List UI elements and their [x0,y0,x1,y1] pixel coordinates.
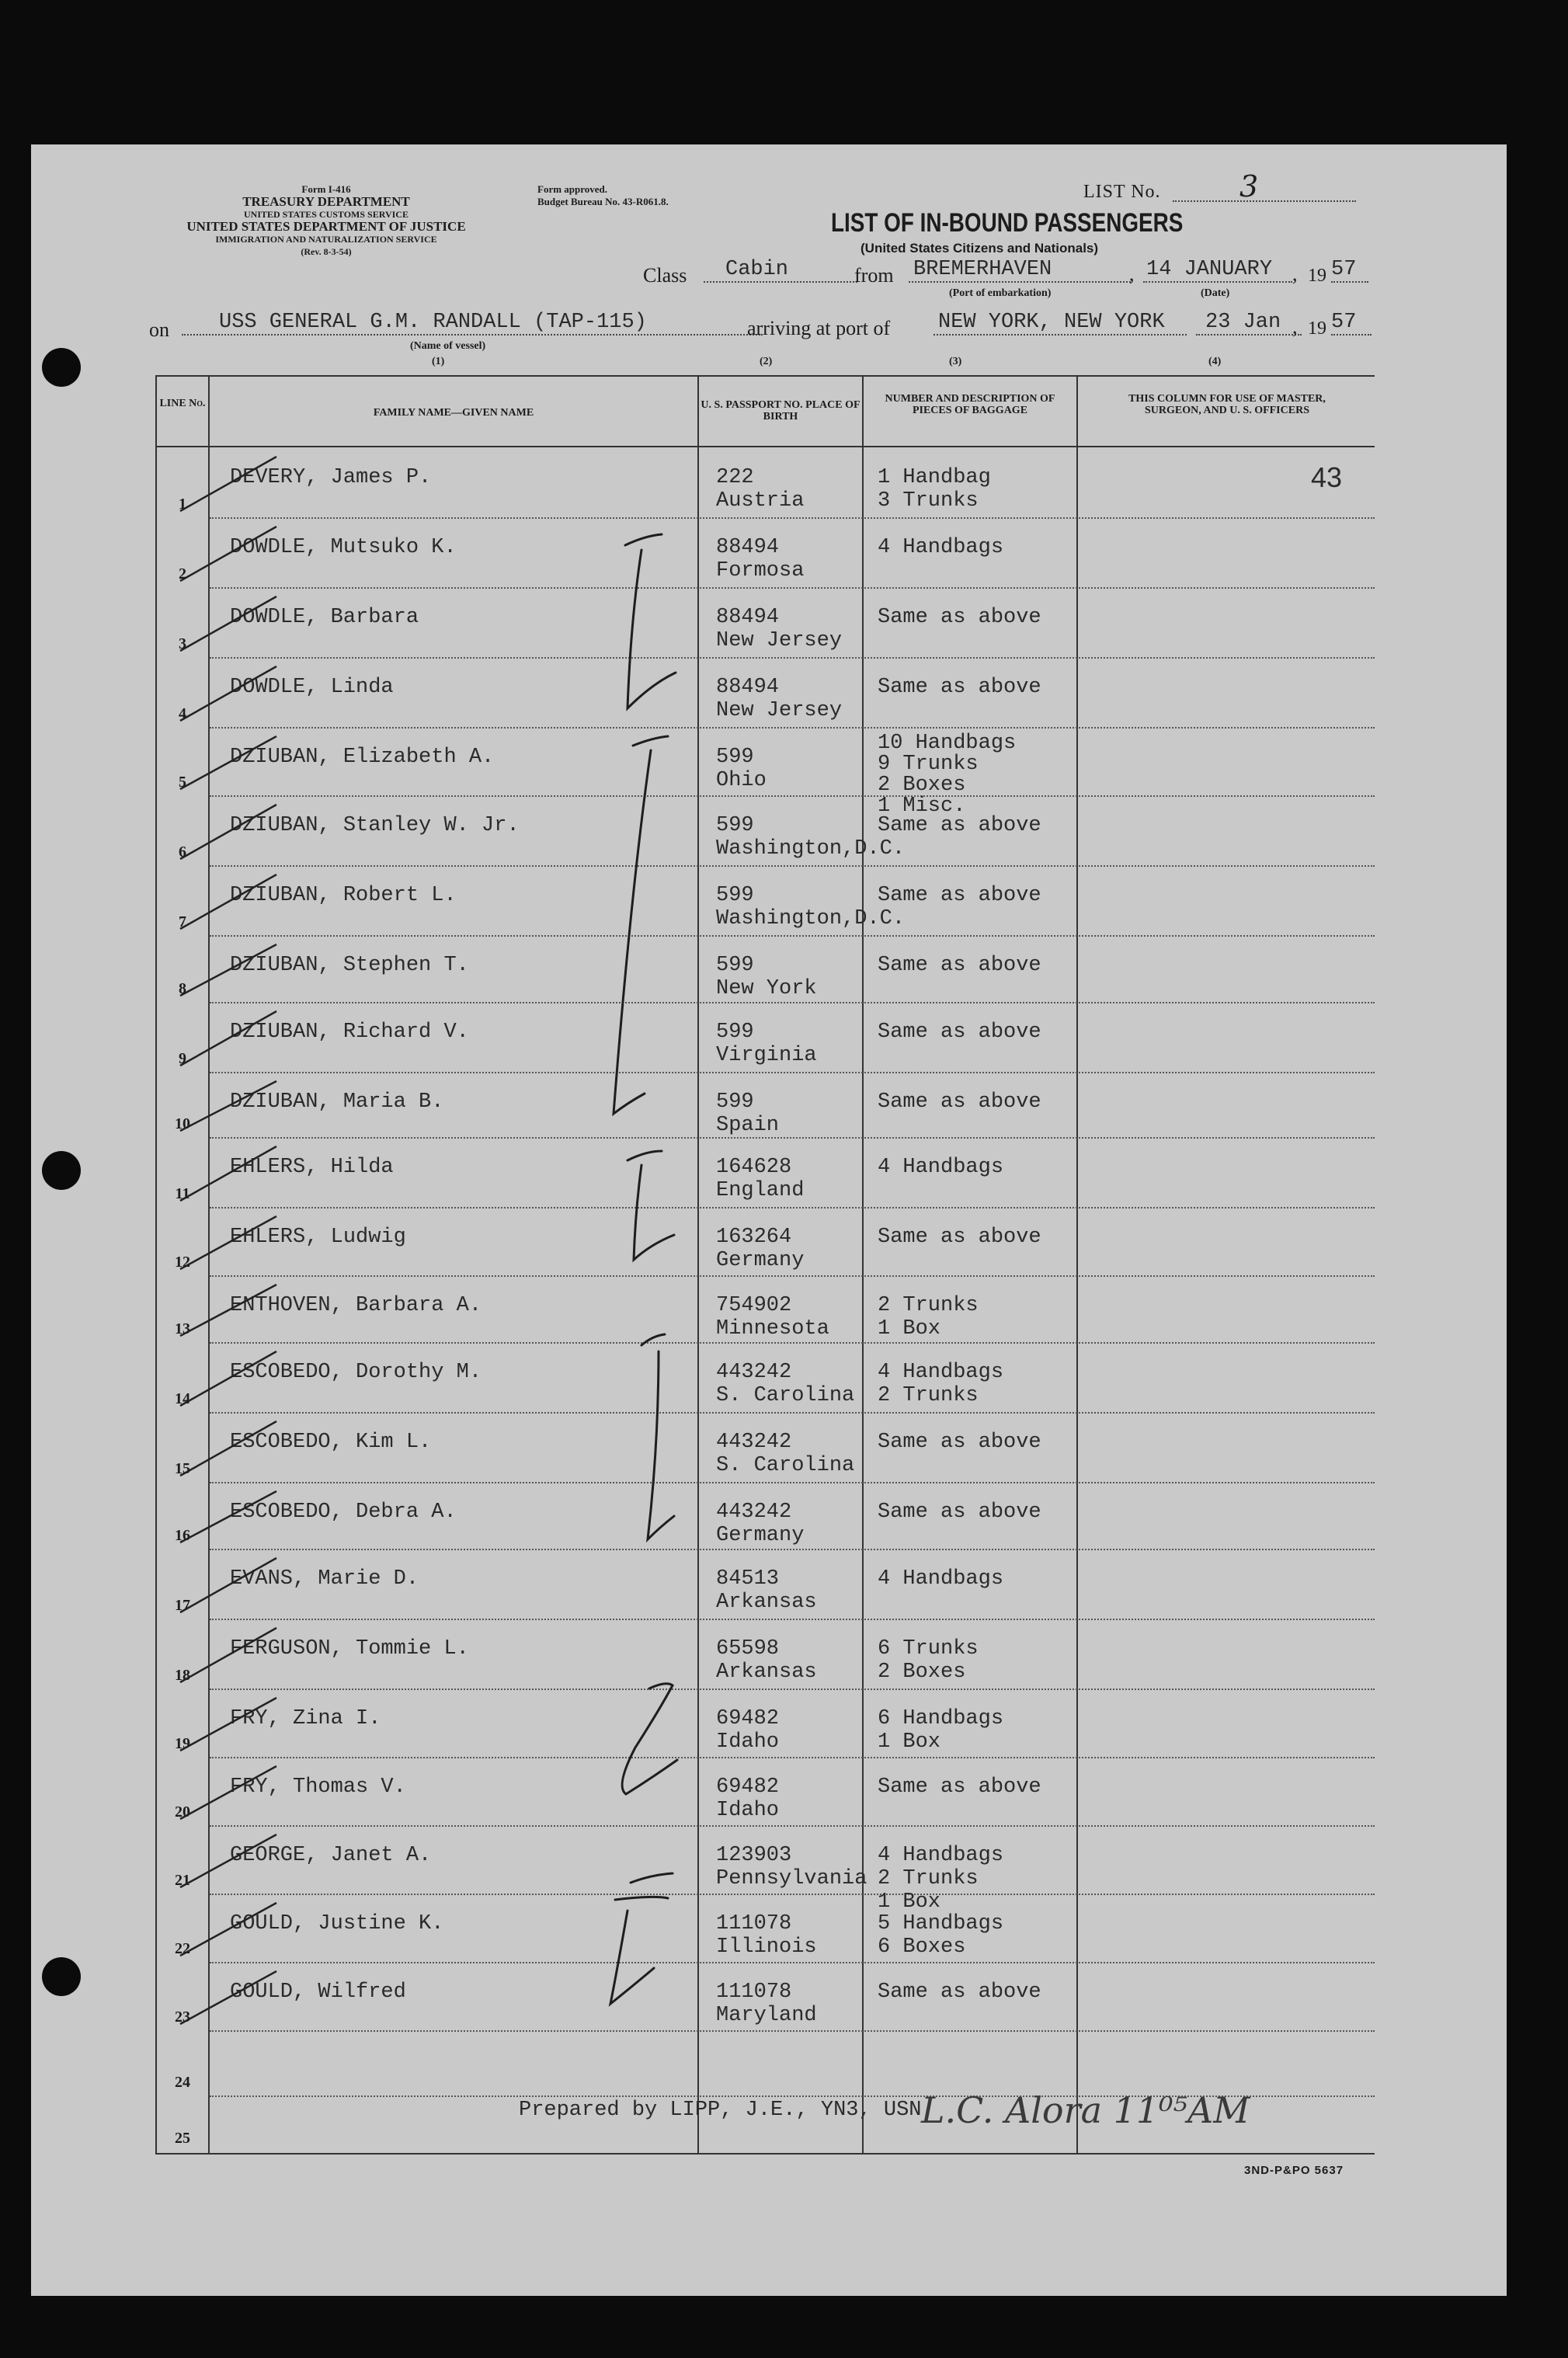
port-caption: (Port of embarkation) [949,287,1052,299]
list-no-label: LIST No. [1083,182,1161,202]
baggage-item: 2 Boxes [878,1661,966,1684]
slash-mark [180,1081,276,1131]
baggage-item: 10 Handbags [878,732,1017,755]
header-passport: U. S. PASSPORT NO. PLACE OF BIRTH [701,399,860,423]
bracket-mark [622,1684,677,1794]
passport-number: 69482 [716,1707,780,1730]
place-of-birth: New York [716,977,817,1000]
place-of-birth: England [716,1179,805,1202]
baggage-item: 2 Boxes [878,774,966,797]
year-prefix: 19 [1308,266,1326,286]
place-of-birth: Arkansas [716,1591,817,1614]
passport-number: 599 [716,884,754,907]
slash-mark [180,1421,276,1476]
passport-number: 599 [716,1021,754,1044]
line-number: 10 [175,1115,190,1132]
officer-note: 43 [1311,461,1343,493]
baggage-item: 4 Handbags [878,1567,1004,1591]
bracket-mark [641,1334,674,1539]
passport-number: 443242 [716,1501,792,1524]
line-number: 15 [175,1460,190,1477]
slash-mark [180,596,276,651]
vessel-caption: (Name of vessel) [410,340,486,352]
budget-bureau: Budget Bureau No. 43-R061.8. [537,196,669,207]
header-line-no: LINE No. [159,398,206,409]
baggage-item: Same as above [878,1021,1041,1044]
slash-mark [180,457,276,511]
baggage-item: 4 Handbags [878,1156,1004,1179]
bracket-mark [614,736,668,1114]
place-of-birth: Ohio [716,769,767,792]
slash-mark [180,875,276,929]
arriving-label: arriving at port of [747,317,891,339]
passport-number: 123903 [716,1844,792,1867]
place-of-birth: Minnesota [716,1317,829,1341]
line-number: 6 [179,843,186,861]
passenger-name: DZIUBAN, Robert L. [230,884,457,907]
passenger-name: GEORGE, Janet A. [230,1844,432,1867]
passport-number: 88494 [716,676,780,699]
slash-mark [180,1766,276,1819]
passenger-name: DOWDLE, Linda [230,676,394,699]
slash-mark [180,805,276,859]
line-number: 5 [179,774,186,791]
place-of-birth: Maryland [716,2004,817,2027]
header-officers: THIS COLUMN FOR USE OF MASTER, SURGEON, AND U. S. OFFICERS [1128,393,1326,416]
list-no-value: 3 [1239,169,1259,203]
place-of-birth: Formosa [716,559,805,583]
slash-mark [180,1285,276,1336]
place-of-birth: Germany [716,1524,805,1547]
baggage-item: Same as above [878,1431,1041,1454]
list-subtitle: (United States Citizens and Nationals) [860,241,1099,256]
line-number: 7 [179,913,186,930]
arrival-year: 57 [1331,311,1372,336]
passenger-name: DZIUBAN, Stephen T. [230,954,469,977]
form-approved: Form approved. [537,183,608,195]
passenger-name: DZIUBAN, Elizabeth A. [230,746,495,769]
passenger-name: DZIUBAN, Stanley W. Jr. [230,814,520,837]
line-number: 1 [179,496,186,513]
passenger-name: DOWDLE, Barbara [230,606,419,629]
passenger-name: GOULD, Wilfred [230,1981,406,2004]
line-number: 2 [179,565,186,583]
officer-signature: L.C. Alora 11⁰⁵AM [921,2089,1250,2131]
baggage-item: 3 Trunks [878,489,979,513]
slash-mark [180,1216,276,1269]
line-number: 25 [175,2130,190,2147]
passport-number: 111078 [716,1912,792,1935]
passenger-name: DEVERY, James P. [230,466,432,489]
ins-service: IMMIGRATION AND NATURALIZATION SERVICE [215,234,437,245]
line-number: 12 [175,1254,190,1271]
bracket-mark [625,534,676,708]
slash-mark [180,527,276,581]
bracket-mark [628,1151,674,1260]
baggage-item: Same as above [878,676,1041,699]
baggage-item: 6 Boxes [878,1935,966,1959]
baggage-item: 2 Trunks [878,1294,979,1317]
place-of-birth: S. Carolina [716,1384,855,1407]
place-of-birth: Idaho [716,1799,780,1822]
line-number: 22 [175,1940,190,1957]
line-slash-marks [180,457,276,2024]
baggage-item: 6 Handbags [878,1707,1004,1730]
arrival-port: NEW YORK, NEW YORK [933,311,1187,336]
prepared-by: Prepared by LIPP, J.E., YN3, USN [519,2099,922,2122]
baggage-item: 6 Trunks [878,1637,979,1661]
list-title: LIST OF IN-BOUND PASSENGERS [831,208,1184,238]
slash-mark [180,1971,276,2024]
place-of-birth: Washington,D.C. [716,837,906,861]
baggage-item: Same as above [878,1775,1041,1799]
line-number: 14 [175,1390,190,1407]
baggage-item: 4 Handbags [878,1361,1004,1384]
line-number: 8 [179,980,186,997]
baggage-item: Same as above [878,814,1041,837]
place-of-birth: Virginia [716,1044,817,1067]
baggage-item: Same as above [878,1501,1041,1524]
col-num-4: (4) [1208,356,1222,367]
passport-number: 111078 [716,1981,792,2004]
place-of-birth: Illinois [716,1935,817,1959]
place-of-birth: Washington,D.C. [716,907,906,930]
slash-mark [180,1146,276,1201]
printer-code: 3ND-P&PO 5637 [1244,2164,1344,2177]
justice-department: UNITED STATES DEPARTMENT OF JUSTICE [186,219,466,234]
passport-number: 599 [716,1090,754,1114]
passenger-name: ESCOBEDO, Kim L. [230,1431,432,1454]
departure-date: 14 JANUARY [1143,258,1292,283]
line-number: 17 [175,1597,190,1614]
line-number: 16 [175,1527,190,1544]
place-of-birth: Spain [716,1114,780,1137]
passport-number: 443242 [716,1361,792,1384]
baggage-item: 1 Box [878,1730,941,1754]
line-number: 3 [179,635,186,652]
place-of-birth: Idaho [716,1730,780,1754]
customs-service: UNITED STATES CUSTOMS SERVICE [244,209,409,220]
passport-number: 84513 [716,1567,780,1591]
passenger-name: DOWDLE, Mutsuko K. [230,536,457,559]
passport-number: 443242 [716,1431,792,1454]
passport-number: 163264 [716,1226,792,1249]
from-label: from [854,264,894,287]
baggage-item: Same as above [878,954,1041,977]
col-num-3: (3) [949,356,962,367]
arrival-year-prefix: 19 [1308,318,1326,339]
passport-number: 599 [716,954,754,977]
passenger-name: DZIUBAN, Richard V. [230,1021,469,1044]
line-number: 19 [175,1735,190,1752]
passport-number: 88494 [716,536,780,559]
line-number: 24 [175,2074,190,2091]
baggage-item: Same as above [878,1090,1041,1114]
class-value: Cabin [704,258,857,283]
baggage-item: Same as above [878,606,1041,629]
passport-number: 754902 [716,1294,792,1317]
passenger-name: FRY, Thomas V. [230,1775,406,1799]
passport-number: 164628 [716,1156,792,1179]
form-number: Form I-416 [301,183,351,195]
passenger-name: EVANS, Marie D. [230,1567,419,1591]
place-of-birth: Germany [716,1249,805,1272]
passport-number: 599 [716,746,754,769]
passenger-name: FERGUSON, Tommie L. [230,1637,469,1661]
bracket-mark [610,1873,673,2004]
slash-mark [180,736,276,789]
slash-mark [180,1835,276,1887]
port-of-embarkation: BREMERHAVEN [909,258,1131,283]
passport-number: 69482 [716,1775,780,1799]
col-num-1: (1) [432,356,445,367]
baggage-item: 1 Box [878,1317,941,1341]
baggage-item: 1 Box [878,1890,941,1914]
slash-mark [180,1351,276,1406]
date-caption: (Date) [1201,287,1230,299]
line-number: 20 [175,1803,190,1821]
baggage-item: 1 Misc. [878,795,966,818]
baggage-item: 2 Trunks [878,1867,979,1890]
passenger-name: EHLERS, Ludwig [230,1226,406,1249]
baggage-item: Same as above [878,1226,1041,1249]
baggage-item: 9 Trunks [878,753,979,776]
baggage-item: Same as above [878,1981,1041,2004]
class-label: Class [643,264,687,287]
place-of-birth: Austria [716,489,805,513]
vessel-name: USS GENERAL G.M. RANDALL (TAP-115) [182,311,763,336]
slash-mark [180,666,276,721]
baggage-item: 5 Handbags [878,1912,1004,1935]
slash-mark [180,1491,276,1542]
baggage-item: 1 Handbag [878,466,991,489]
place-of-birth: New Jersey [716,629,843,652]
slash-mark [180,1011,276,1066]
line-number: 23 [175,2008,190,2026]
passenger-name: DZIUBAN, Maria B. [230,1090,444,1114]
passenger-name: ENTHOVEN, Barbara A. [230,1294,482,1317]
on-label: on [149,318,169,341]
line-number: 18 [175,1667,190,1684]
passenger-name: FRY, Zina I. [230,1707,381,1730]
col-num-2: (2) [760,356,773,367]
place-of-birth: S. Carolina [716,1454,855,1477]
arrival-date: 23 Jan [1196,311,1302,336]
slash-mark [180,1698,276,1751]
passport-number: 599 [716,814,754,837]
passenger-name: GOULD, Justine K. [230,1912,444,1935]
slash-mark [180,1903,276,1956]
passenger-name: ESCOBEDO, Dorothy M. [230,1361,482,1384]
line-number: 21 [175,1872,190,1889]
baggage-item: 2 Trunks [878,1384,979,1407]
departure-year: 57 [1331,258,1368,283]
line-number: 11 [175,1185,190,1202]
slash-mark [180,944,276,996]
header-baggage: NUMBER AND DESCRIPTION OF PIECES OF BAGGAGE [885,393,1055,416]
place-of-birth: New Jersey [716,699,843,722]
passenger-name: EHLERS, Hilda [230,1156,394,1179]
line-number: 4 [179,705,186,722]
slash-mark [180,1628,276,1682]
passenger-name: ESCOBEDO, Debra A. [230,1501,457,1524]
passport-number: 65598 [716,1637,780,1661]
baggage-item: Same as above [878,884,1041,907]
passport-number: 222 [716,466,754,489]
line-number: 13 [175,1320,190,1337]
line-number: 9 [179,1050,186,1067]
baggage-item: 4 Handbags [878,536,1004,559]
form-revision: (Rev. 8-3-54) [301,246,352,257]
place-of-birth: Pennsylvania [716,1867,867,1890]
place-of-birth: Arkansas [716,1661,817,1684]
passport-number: 88494 [716,606,780,629]
slash-mark [180,1558,276,1612]
treasury-department: TREASURY DEPARTMENT [242,194,410,209]
header-name: FAMILY NAME—GIVEN NAME [373,407,534,419]
baggage-item: 4 Handbags [878,1844,1004,1867]
